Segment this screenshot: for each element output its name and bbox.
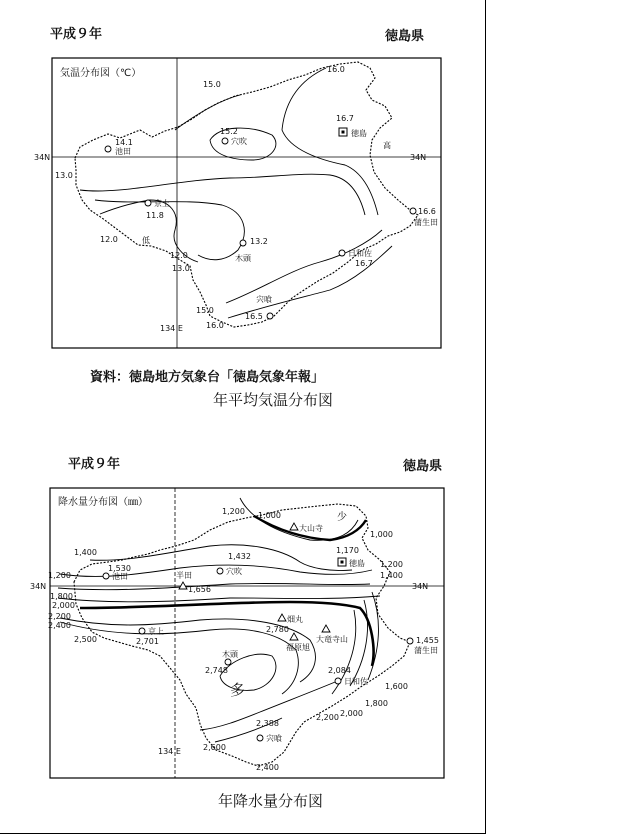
precip-station-name: 蒲生田 bbox=[414, 646, 438, 655]
precip-station-marker bbox=[103, 573, 109, 579]
isohyet-label: 2,600 bbox=[203, 743, 226, 752]
isohyet-label: 1,000 bbox=[258, 511, 281, 520]
temp-station-value: 16.7 bbox=[355, 259, 373, 268]
isohyet-label: 1,400 bbox=[74, 548, 97, 557]
isohyet-label: 2,400 bbox=[48, 621, 71, 630]
precip-station-marker bbox=[257, 735, 263, 741]
precip-station-marker bbox=[139, 628, 145, 634]
precip-station-value: 2,701 bbox=[136, 637, 159, 646]
precip-station-name: 徳島 bbox=[349, 559, 365, 568]
temp-high-label: 高 bbox=[383, 141, 391, 150]
precip-station-name: 日和佐 bbox=[344, 677, 368, 686]
precip-station-marker-triangle bbox=[278, 614, 286, 621]
isohyet-label: 2,200 bbox=[48, 612, 71, 621]
temp-station-name: 徳島 bbox=[351, 129, 367, 138]
temp-map-frame bbox=[52, 58, 441, 348]
isotherm-label: 12.0 bbox=[100, 235, 118, 244]
precip-era-label: 平成９年 bbox=[68, 457, 121, 472]
temp-station-name: 池田 bbox=[115, 147, 131, 156]
precip-station-marker-triangle bbox=[179, 582, 187, 589]
isohyet-label: 1,400 bbox=[380, 571, 403, 580]
precip-station-value: 1,432 bbox=[228, 552, 251, 561]
temp-station-marker bbox=[145, 200, 151, 206]
precip-station-value: 2,388 bbox=[256, 719, 279, 728]
precip-station-value: 1,530 bbox=[108, 564, 131, 573]
isotherm-label: 16.0 bbox=[327, 65, 345, 74]
isohyet-label: 1,600 bbox=[385, 682, 408, 691]
temp-low-label: 低 bbox=[142, 236, 150, 245]
isohyet-label: 1,000 bbox=[370, 530, 393, 539]
precip-station-value: 2,084 bbox=[328, 666, 351, 675]
temp-caption: 年平均気温分布図 bbox=[213, 391, 334, 409]
precip-lat-label-left: 34N bbox=[30, 582, 47, 591]
isohyet-label: 1,200 bbox=[380, 560, 403, 569]
temp-isotherm-lines bbox=[80, 68, 392, 318]
temp-station-value: 16.5 bbox=[245, 312, 263, 321]
precip-station-value: 1,656 bbox=[188, 585, 211, 594]
isotherm-label: 16.0 bbox=[206, 321, 224, 330]
temp-station-name: 宍喰 bbox=[256, 295, 272, 304]
precip-station-name: 池田 bbox=[112, 572, 128, 581]
temp-isotherm-labels bbox=[55, 65, 345, 330]
temp-station-value: 11.8 bbox=[146, 211, 164, 220]
precip-station-marker-triangle bbox=[290, 523, 298, 530]
precip-station-name: 福原旭 bbox=[286, 643, 310, 652]
isohyet-label: 1,800 bbox=[50, 592, 73, 601]
isohyet-label: 1,200 bbox=[48, 571, 71, 580]
temp-station-marker bbox=[222, 138, 228, 144]
isotherm-label: 15.0 bbox=[196, 306, 214, 315]
temp-station-marker bbox=[267, 313, 273, 319]
isohyet-label: 1,200 bbox=[222, 507, 245, 516]
isotherm-label: 15.0 bbox=[203, 80, 221, 89]
precip-low-label: 少 bbox=[337, 512, 347, 523]
temp-station-name: 京上 bbox=[154, 199, 170, 208]
temp-station-name: 蒲生田 bbox=[414, 218, 438, 227]
precip-station-marker bbox=[407, 638, 413, 644]
precip-station-name: 穴吹 bbox=[226, 567, 242, 576]
temp-source: 資料：徳島地方気象台「徳島気象年報」 bbox=[90, 370, 325, 385]
temp-station-value: 13.2 bbox=[250, 237, 268, 246]
precip-prefecture-outline bbox=[74, 504, 410, 766]
isohyet-label: 2,200 bbox=[316, 713, 339, 722]
precip-lon-label: 134 E bbox=[158, 747, 181, 756]
temp-era-label: 平成９年 bbox=[50, 27, 103, 42]
isohyet-label: 1,800 bbox=[365, 699, 388, 708]
temp-lon-label: 134 E bbox=[160, 324, 183, 333]
temp-station-value: 14.1 bbox=[115, 138, 133, 147]
precip-high-label: 多 bbox=[230, 681, 246, 699]
isohyet-label: 2,500 bbox=[74, 635, 97, 644]
precip-map-title: 降水量分布図（㎜） bbox=[58, 497, 148, 508]
temp-prefecture-outline bbox=[75, 62, 418, 327]
temp-station-name: 穴吹 bbox=[231, 137, 247, 146]
precip-stations bbox=[103, 523, 439, 743]
precip-isohyet-lines bbox=[58, 498, 380, 742]
temp-station-value: 16.7 bbox=[336, 114, 354, 123]
isohyet-label: 2,000 bbox=[340, 709, 363, 718]
temp-station-marker bbox=[339, 250, 345, 256]
precip-station-marker bbox=[335, 678, 341, 684]
precip-station-name: 宍喰 bbox=[266, 734, 282, 743]
precip-station-marker bbox=[217, 568, 223, 574]
precipitation-map bbox=[0, 480, 623, 836]
precip-caption: 年降水量分布図 bbox=[218, 792, 324, 810]
temp-station-name: 日和佐 bbox=[348, 249, 372, 258]
precip-station-value: 2,748 bbox=[205, 666, 228, 675]
precip-station-marker-triangle bbox=[290, 633, 298, 640]
precip-station-name: 畑丸 bbox=[287, 615, 303, 624]
temp-station-name: 木頭 bbox=[235, 254, 251, 263]
temp-station-marker bbox=[410, 208, 416, 214]
precip-station-name: 京上 bbox=[148, 627, 164, 636]
isotherm-label: 13.0 bbox=[172, 264, 190, 273]
precip-station-marker-triangle bbox=[322, 625, 330, 632]
isohyet-label: 2,400 bbox=[256, 763, 279, 772]
temp-station-marker bbox=[240, 240, 246, 246]
precip-station-value: 1,170 bbox=[336, 546, 359, 555]
precip-station-name: 大竜寺山 bbox=[316, 635, 348, 644]
temp-prefecture-label: 徳島県 bbox=[385, 29, 425, 44]
precip-station-marker bbox=[225, 659, 231, 665]
precip-lat-label-right: 34N bbox=[412, 582, 429, 591]
isohyet-label: 2,000 bbox=[52, 601, 75, 610]
precip-station-name: 木頭 bbox=[222, 650, 238, 659]
isotherm-label: 12.0 bbox=[170, 251, 188, 260]
temp-station-value: 15.2 bbox=[220, 127, 238, 136]
temp-map-title: 気温分布図（℃） bbox=[60, 68, 142, 79]
precip-station-name: 大山寺 bbox=[299, 524, 323, 533]
precip-station-value: 1,455 bbox=[416, 636, 439, 645]
precip-station-name: 半田 bbox=[176, 571, 192, 580]
temp-station-marker bbox=[105, 146, 111, 152]
temp-station-value: 16.6 bbox=[418, 207, 436, 216]
temp-lat-label-right: 34N bbox=[410, 153, 427, 162]
precip-station-value: 2,780 bbox=[266, 625, 289, 634]
temp-lat-label-left: 34N bbox=[34, 153, 51, 162]
isotherm-label: 13.0 bbox=[55, 171, 73, 180]
precip-prefecture-label: 徳島県 bbox=[403, 459, 443, 474]
